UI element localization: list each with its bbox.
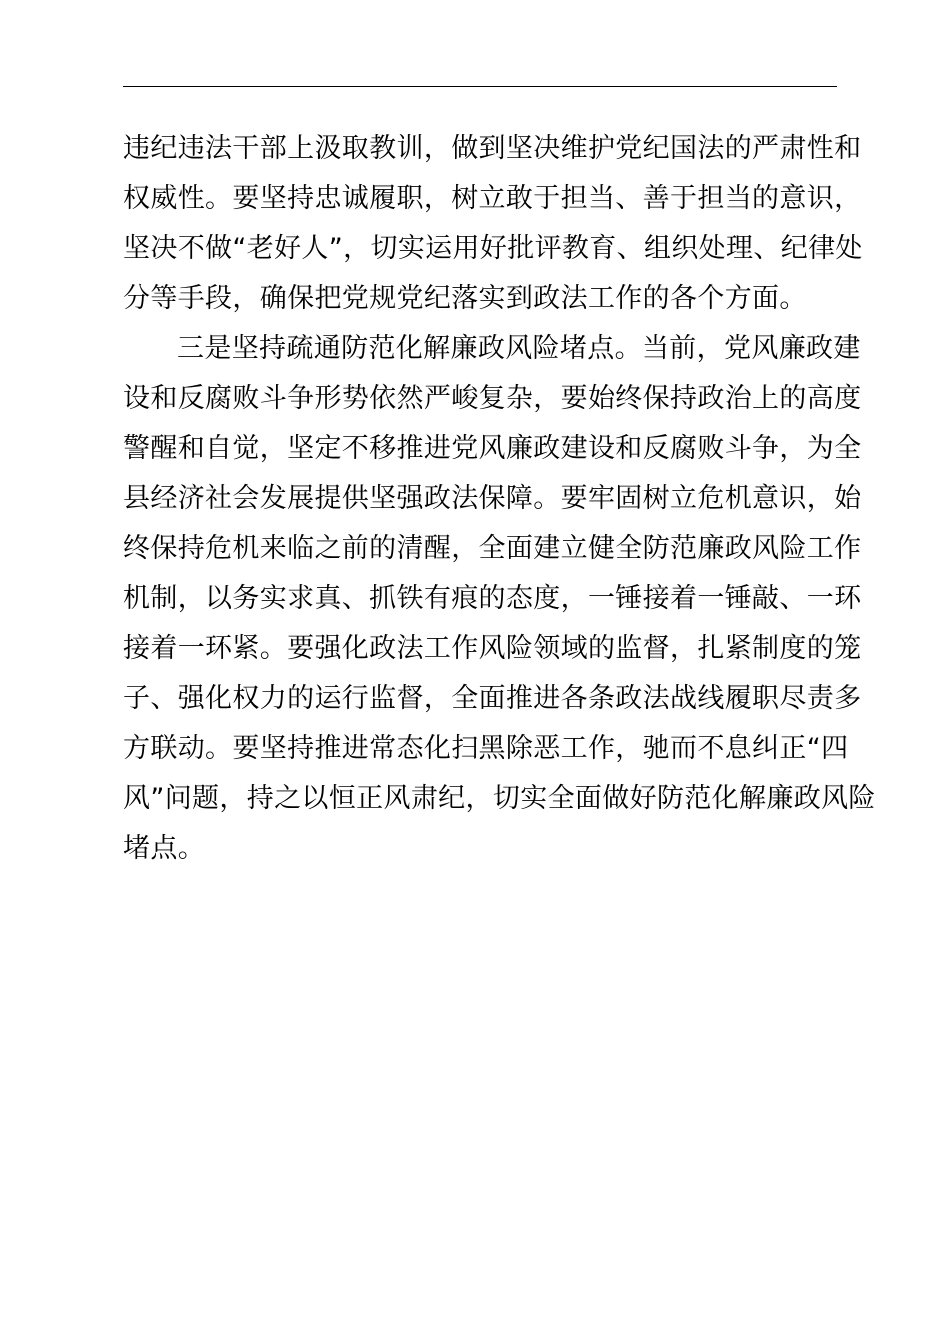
- text-line: 警醒和自觉，坚定不移推进党风廉政建设和反腐败斗争，为全: [123, 433, 862, 464]
- header-rule: [123, 86, 837, 87]
- text-line: 权威性。要坚持忠诚履职，树立敢于担当、善于担当的意识，: [123, 183, 862, 214]
- document-body: [123, 124, 876, 874]
- text-line: 终保持危机来临之前的清醒，全面建立健全防范廉政风险工作: [123, 533, 862, 564]
- text-line: 县经济社会发展提供坚强政法保障。要牢固树立危机意识，始: [123, 483, 862, 514]
- text-line: 坚决不做“老好人”，切实运用好批评教育、组织处理、纪律处: [123, 233, 863, 264]
- text-line: 风”问题，持之以恒正风肃纪，切实全面做好防范化解廉政风险: [123, 783, 876, 814]
- text-line: 方联动。要坚持推进常态化扫黑除恶工作，驰而不息纠正“四: [123, 733, 849, 764]
- text-line: 子、强化权力的运行监督，全面推进各条政法战线履职尽责多: [123, 683, 862, 714]
- text-line: 堵点。: [123, 833, 206, 864]
- paragraph-first-line: 三是坚持疏通防范化解廉政风险堵点。当前，党风廉政建: [177, 333, 861, 364]
- text-line: 设和反腐败斗争形势依然严峻复杂，要始终保持政治上的高度: [123, 383, 862, 414]
- text-line: 接着一环紧。要强化政法工作风险领域的监督，扎紧制度的笼: [123, 633, 862, 664]
- text-line: 分等手段，确保把党规党纪落实到政法工作的各个方面。: [123, 283, 807, 314]
- text-line: 违纪违法干部上汲取教训，做到坚决维护党纪国法的严肃性和: [123, 133, 862, 164]
- text-line: 机制，以务实求真、抓铁有痕的态度，一锤接着一锤敲、一环: [123, 583, 862, 614]
